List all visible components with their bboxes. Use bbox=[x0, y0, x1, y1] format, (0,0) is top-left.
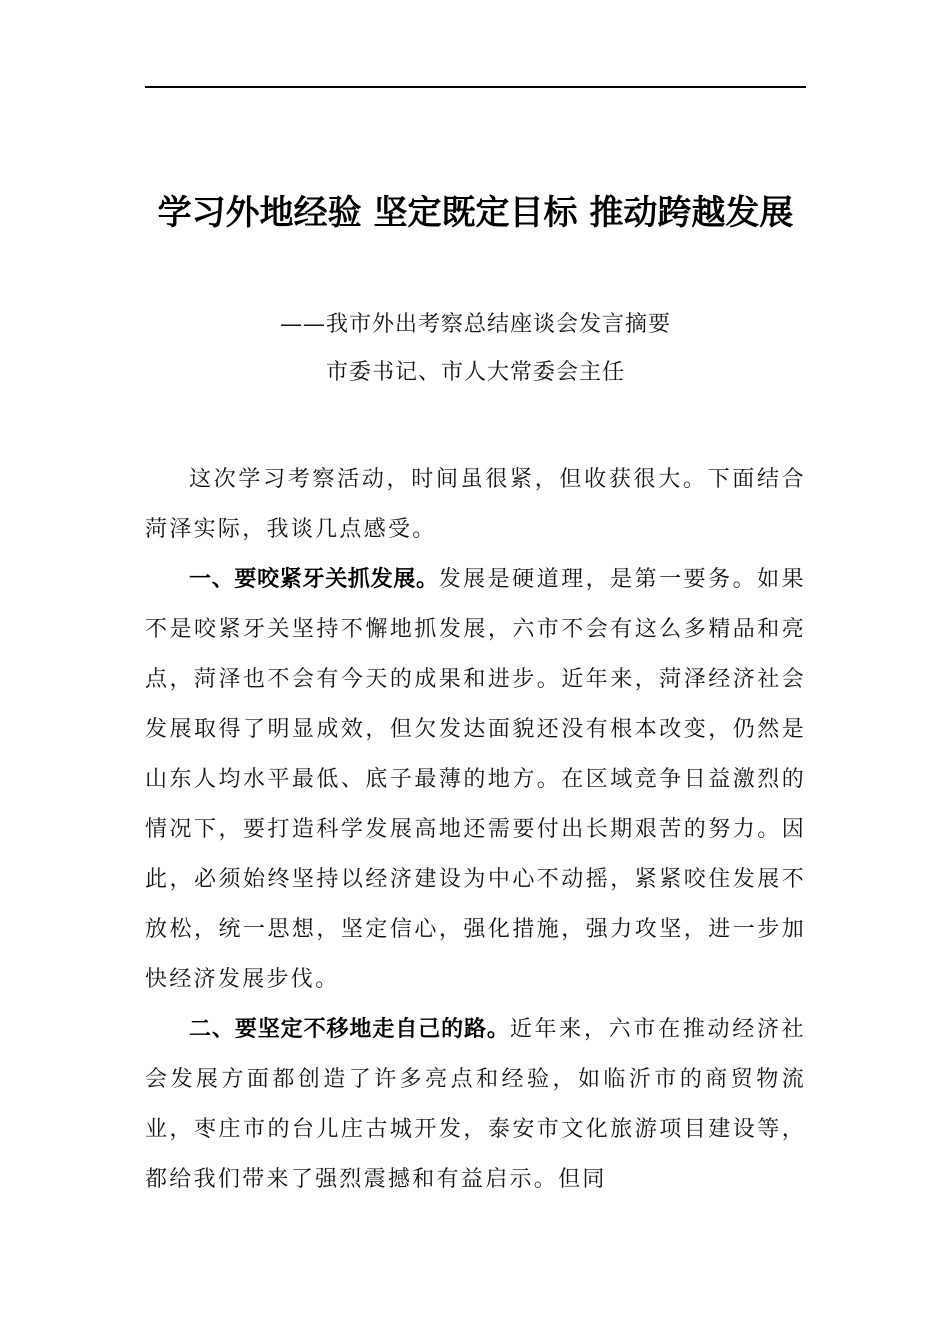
header-rule bbox=[145, 86, 806, 88]
document-title: 学习外地经验 坚定既定目标 推动跨越发展 bbox=[157, 193, 794, 233]
section-two-text: 近年来，六市在推动经济社会发展方面都创造了许多亮点和经验，如临沂市的商贸物流业，枣庄市的台儿庄古城开发，泰安市文化旅游项目建设等，都给我们带来了强烈震撼和有益启示。但同 bbox=[145, 1017, 806, 1192]
section-two-heading: 二、要坚定不移地走自己的路。 bbox=[189, 1017, 510, 1042]
document-byline: 市委书记、市人大常委会主任 bbox=[325, 360, 625, 385]
paragraph-section-one bbox=[145, 555, 806, 1005]
paragraph-intro bbox=[145, 455, 806, 555]
section-one-heading: 一、要咬紧牙关抓发展。 bbox=[189, 567, 439, 592]
document-body bbox=[145, 455, 806, 1205]
paragraph-section-two bbox=[145, 1005, 806, 1205]
paragraph-intro-text: 这次学习考察活动，时间虽很紧，但收获很大。下面结合菏泽实际，我谈几点感受。 bbox=[145, 467, 806, 542]
document-subtitle: ——我市外出考察总结座谈会发言摘要 bbox=[279, 312, 671, 337]
section-one-text: 发展是硬道理，是第一要务。如果不是咬紧牙关坚持不懈地抓发展，六市不会有这么多精品和亮点，菏泽也不会有今天的成果和进步。近年来，菏泽经济社会发展取得了明显成效，但欠发达面貌还没有根本改变，仍然是山东人均水平最低、底子最薄的地方。在区域竞争日益激烈的情况下，要打造科学发展高地还需要付出长期艰苦的努力。因此，必须始终坚持以经济建设为中心不动摇，紧紧咬住发展不放松，统一思想，坚定信心，强化措施，强力攻坚，进一步加快经济发展步伐。 bbox=[145, 567, 806, 992]
